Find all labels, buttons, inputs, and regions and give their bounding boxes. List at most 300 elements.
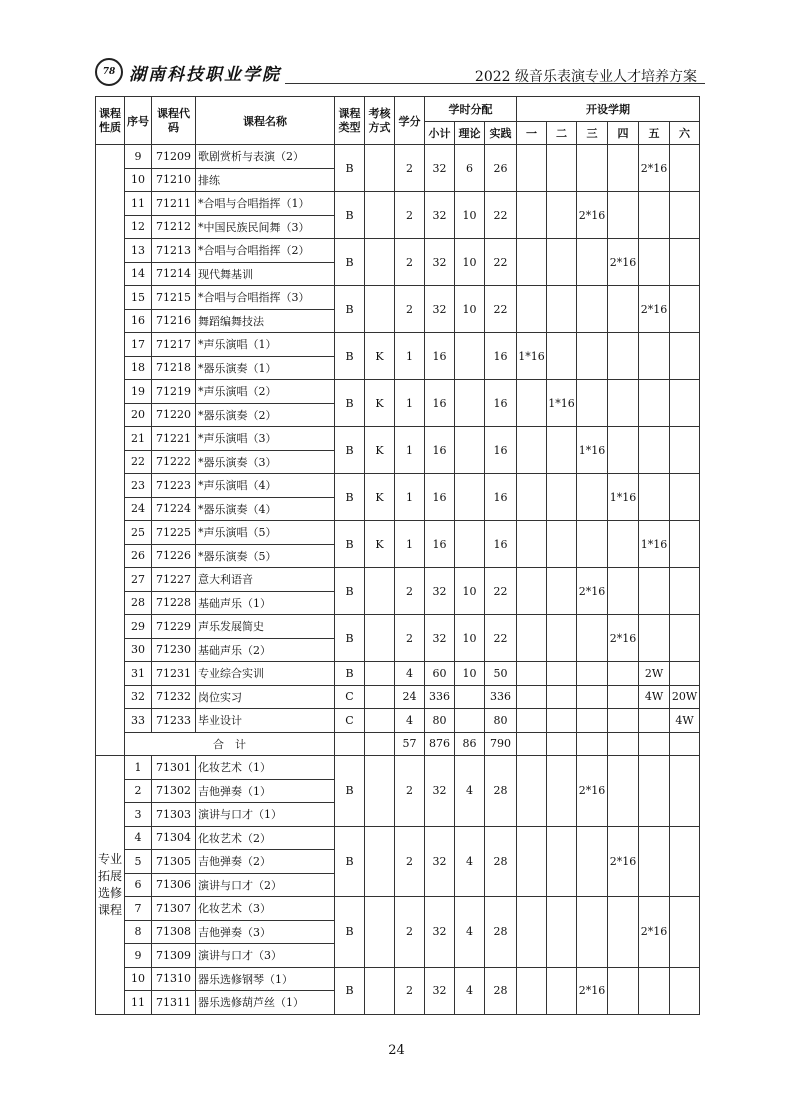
term-5-cell [639, 239, 670, 286]
term-4-cell [608, 521, 639, 568]
term-3-cell [577, 685, 608, 709]
term-6-cell [670, 615, 700, 662]
course-type: B [335, 615, 365, 662]
term-6-cell [670, 662, 700, 686]
course-code: 71230 [152, 638, 196, 662]
seq-cell: 8 [125, 920, 152, 944]
hours-total: 60 [425, 662, 455, 686]
hours-practice: 22 [485, 568, 517, 615]
term-1-cell [517, 967, 547, 1014]
empty-cell [577, 732, 608, 756]
term-1-cell [517, 685, 547, 709]
course-name: *器乐演奏（5） [196, 544, 335, 568]
hours-theory [455, 333, 485, 380]
assessment-method [365, 568, 395, 615]
header-hours-total: 小计 [425, 122, 455, 145]
header-term-6: 六 [670, 122, 700, 145]
hours-practice: 16 [485, 427, 517, 474]
course-code: 71225 [152, 521, 196, 545]
course-code: 71209 [152, 145, 196, 169]
assessment-method: K [365, 380, 395, 427]
course-code: 71227 [152, 568, 196, 592]
term-5-cell [639, 568, 670, 615]
seq-cell: 10 [125, 967, 152, 991]
header-term-2: 二 [547, 122, 577, 145]
course-type: B [335, 756, 365, 827]
course-code: 71220 [152, 403, 196, 427]
term-3-cell [577, 662, 608, 686]
seq-cell: 6 [125, 873, 152, 897]
term-5-cell [639, 756, 670, 827]
assessment-method: K [365, 333, 395, 380]
course-code: 71210 [152, 168, 196, 192]
term-6-cell [670, 380, 700, 427]
credit: 2 [395, 967, 425, 1014]
term-4-cell [608, 427, 639, 474]
table-row [96, 685, 700, 709]
term-4-cell [608, 380, 639, 427]
course-code: 71223 [152, 474, 196, 498]
empty-cell [670, 732, 700, 756]
hours-total: 16 [425, 474, 455, 521]
header-hours: 学时分配 [425, 97, 517, 122]
term-1-cell [517, 380, 547, 427]
seq-cell: 24 [125, 497, 152, 521]
subtotal-hours-total: 876 [425, 732, 455, 756]
term-1-cell [517, 239, 547, 286]
term-4-cell [608, 568, 639, 615]
course-code: 71216 [152, 309, 196, 333]
hours-practice: 22 [485, 192, 517, 239]
course-code: 71232 [152, 685, 196, 709]
assessment-method: K [365, 474, 395, 521]
course-name: 器乐选修葫芦丝（1） [196, 991, 335, 1015]
course-name: 化妆艺术（2） [196, 826, 335, 850]
term-4-cell: 2*16 [608, 615, 639, 662]
seq-cell: 13 [125, 239, 152, 263]
term-3-cell: 1*16 [577, 427, 608, 474]
empty-cell [517, 732, 547, 756]
header-term-4: 四 [608, 122, 639, 145]
seq-cell: 21 [125, 427, 152, 451]
hours-total: 32 [425, 239, 455, 286]
course-code: 71218 [152, 356, 196, 380]
course-type: B [335, 427, 365, 474]
course-code: 71233 [152, 709, 196, 733]
hours-theory: 10 [455, 662, 485, 686]
hours-theory: 4 [455, 756, 485, 827]
seq-cell: 32 [125, 685, 152, 709]
assessment-method [365, 615, 395, 662]
term-2-cell [547, 192, 577, 239]
term-1-cell [517, 568, 547, 615]
table-row [96, 615, 700, 639]
hours-total: 16 [425, 380, 455, 427]
term-4-cell [608, 709, 639, 733]
hours-practice: 22 [485, 615, 517, 662]
assessment-method [365, 709, 395, 733]
term-5-cell: 4W [639, 685, 670, 709]
credit: 2 [395, 239, 425, 286]
table-row [96, 897, 700, 921]
course-name: *器乐演奏（1） [196, 356, 335, 380]
assessment-method [365, 239, 395, 286]
assessment-method [365, 286, 395, 333]
term-5-cell [639, 427, 670, 474]
page-number: 24 [388, 1043, 405, 1058]
subtotal-label: 合 计 [125, 732, 335, 756]
term-4-cell [608, 897, 639, 968]
term-6-cell [670, 756, 700, 827]
course-name: *声乐演唱（1） [196, 333, 335, 357]
term-4-cell [608, 967, 639, 1014]
assessment-method [365, 967, 395, 1014]
assessment-method: K [365, 521, 395, 568]
course-code: 71231 [152, 662, 196, 686]
term-6-cell [670, 427, 700, 474]
table-row [96, 967, 700, 991]
term-1-cell [517, 662, 547, 686]
term-1-cell [517, 145, 547, 192]
table-row [96, 568, 700, 592]
credit: 1 [395, 474, 425, 521]
term-1-cell [517, 826, 547, 897]
hours-practice: 22 [485, 239, 517, 286]
term-2-cell [547, 756, 577, 827]
course-name: 现代舞基训 [196, 262, 335, 286]
term-6-cell: 20W [670, 685, 700, 709]
hours-practice: 28 [485, 897, 517, 968]
course-name: 化妆艺术（3） [196, 897, 335, 921]
header-seq: 序号 [125, 97, 152, 145]
term-5-cell: 2*16 [639, 286, 670, 333]
term-5-cell [639, 709, 670, 733]
course-code: 71310 [152, 967, 196, 991]
header-terms: 开设学期 [517, 97, 700, 122]
header-type: 课程类型 [335, 97, 365, 145]
course-code: 71226 [152, 544, 196, 568]
term-3-cell [577, 709, 608, 733]
credit: 2 [395, 897, 425, 968]
credit: 2 [395, 192, 425, 239]
term-2-cell [547, 239, 577, 286]
course-code: 71304 [152, 826, 196, 850]
seq-cell: 2 [125, 779, 152, 803]
term-1-cell [517, 615, 547, 662]
header-rule [285, 83, 705, 84]
term-2-cell [547, 685, 577, 709]
credit: 4 [395, 709, 425, 733]
hours-total: 32 [425, 568, 455, 615]
hours-total: 32 [425, 145, 455, 192]
course-name: *中国民族民间舞（3） [196, 215, 335, 239]
term-5-cell [639, 615, 670, 662]
seq-cell: 11 [125, 192, 152, 216]
hours-practice: 28 [485, 967, 517, 1014]
subtotal-credit: 57 [395, 732, 425, 756]
header-credit: 学分 [395, 97, 425, 145]
seq-cell: 5 [125, 850, 152, 874]
credit: 2 [395, 568, 425, 615]
course-type: B [335, 568, 365, 615]
term-6-cell [670, 826, 700, 897]
assessment-method [365, 897, 395, 968]
seq-cell: 9 [125, 145, 152, 169]
term-4-cell [608, 685, 639, 709]
term-3-cell: 2*16 [577, 756, 608, 827]
seq-cell: 20 [125, 403, 152, 427]
term-2-cell [547, 967, 577, 1014]
course-type: C [335, 685, 365, 709]
course-code: 71306 [152, 873, 196, 897]
hours-total: 336 [425, 685, 455, 709]
seq-cell: 1 [125, 756, 152, 780]
term-2-cell [547, 427, 577, 474]
term-2-cell [547, 897, 577, 968]
hours-total: 32 [425, 615, 455, 662]
term-4-cell: 1*16 [608, 474, 639, 521]
table-row [96, 333, 700, 357]
hours-total: 32 [425, 967, 455, 1014]
course-code: 71301 [152, 756, 196, 780]
term-6-cell: 4W [670, 709, 700, 733]
term-3-cell [577, 380, 608, 427]
course-name: 舞蹈编舞技法 [196, 309, 335, 333]
course-type: B [335, 521, 365, 568]
term-2-cell [547, 521, 577, 568]
term-4-cell [608, 192, 639, 239]
seq-cell: 4 [125, 826, 152, 850]
course-code: 71212 [152, 215, 196, 239]
empty-cell [335, 732, 365, 756]
course-code: 71215 [152, 286, 196, 310]
hours-theory [455, 474, 485, 521]
course-name: *声乐演唱（5） [196, 521, 335, 545]
term-2-cell [547, 568, 577, 615]
course-code: 71309 [152, 944, 196, 968]
empty-cell [639, 732, 670, 756]
seq-cell: 9 [125, 944, 152, 968]
course-type: B [335, 333, 365, 380]
seq-cell: 33 [125, 709, 152, 733]
hours-theory: 4 [455, 897, 485, 968]
course-name: *合唱与合唱指挥（2） [196, 239, 335, 263]
hours-theory: 10 [455, 239, 485, 286]
credit: 4 [395, 662, 425, 686]
table-row [96, 427, 700, 451]
hours-theory [455, 521, 485, 568]
category-cell [96, 145, 125, 756]
hours-theory: 6 [455, 145, 485, 192]
seq-cell: 19 [125, 380, 152, 404]
course-type: B [335, 897, 365, 968]
term-1-cell [517, 192, 547, 239]
course-name: 歌剧赏析与表演（2） [196, 145, 335, 169]
hours-theory: 4 [455, 967, 485, 1014]
term-2-cell [547, 286, 577, 333]
term-1-cell [517, 709, 547, 733]
table-row [96, 380, 700, 404]
subtotal-hours-practice: 790 [485, 732, 517, 756]
course-code: 71224 [152, 497, 196, 521]
table-row [96, 239, 700, 263]
course-name: 器乐选修钢琴（1） [196, 967, 335, 991]
category-cell: 专业拓展选修课程 [96, 756, 125, 1015]
term-3-cell [577, 239, 608, 286]
course-name: 演讲与口才（2） [196, 873, 335, 897]
assessment-method [365, 826, 395, 897]
term-2-cell [547, 709, 577, 733]
term-6-cell [670, 192, 700, 239]
hours-practice: 16 [485, 474, 517, 521]
credit: 1 [395, 333, 425, 380]
hours-total: 80 [425, 709, 455, 733]
term-6-cell [670, 474, 700, 521]
hours-practice: 16 [485, 521, 517, 568]
term-4-cell [608, 662, 639, 686]
hours-theory [455, 427, 485, 474]
hours-practice: 50 [485, 662, 517, 686]
hours-total: 32 [425, 826, 455, 897]
hours-total: 32 [425, 897, 455, 968]
table-row [96, 662, 700, 686]
term-6-cell [670, 897, 700, 968]
term-3-cell: 2*16 [577, 967, 608, 1014]
school-logo [95, 58, 281, 86]
seq-cell: 29 [125, 615, 152, 639]
header-assess: 考核方式 [365, 97, 395, 145]
course-code: 71308 [152, 920, 196, 944]
subtotal-row [96, 732, 700, 756]
course-type: B [335, 239, 365, 286]
seq-cell: 25 [125, 521, 152, 545]
course-plan-table [95, 96, 700, 1015]
course-type: B [335, 192, 365, 239]
course-name: 化妆艺术（1） [196, 756, 335, 780]
seq-cell: 30 [125, 638, 152, 662]
header-hours-theory: 理论 [455, 122, 485, 145]
seq-cell: 11 [125, 991, 152, 1015]
credit: 1 [395, 380, 425, 427]
seq-cell: 3 [125, 803, 152, 827]
term-4-cell: 2*16 [608, 826, 639, 897]
hours-practice: 28 [485, 756, 517, 827]
course-type: C [335, 709, 365, 733]
assessment-method [365, 685, 395, 709]
course-name: 吉他弹奏（2） [196, 850, 335, 874]
hours-practice: 16 [485, 380, 517, 427]
course-name: *器乐演奏（3） [196, 450, 335, 474]
seq-cell: 7 [125, 897, 152, 921]
term-3-cell [577, 333, 608, 380]
term-3-cell: 2*16 [577, 192, 608, 239]
term-6-cell [670, 568, 700, 615]
term-2-cell [547, 474, 577, 521]
hours-practice: 336 [485, 685, 517, 709]
term-3-cell [577, 615, 608, 662]
term-5-cell [639, 333, 670, 380]
course-name: *器乐演奏（2） [196, 403, 335, 427]
term-1-cell [517, 286, 547, 333]
course-code: 71219 [152, 380, 196, 404]
term-4-cell [608, 333, 639, 380]
subtotal-hours-theory: 86 [455, 732, 485, 756]
course-name: *合唱与合唱指挥（3） [196, 286, 335, 310]
course-code: 71307 [152, 897, 196, 921]
term-5-cell: 1*16 [639, 521, 670, 568]
page-header [95, 58, 705, 90]
course-type: B [335, 662, 365, 686]
course-code: 71221 [152, 427, 196, 451]
term-6-cell [670, 286, 700, 333]
term-3-cell [577, 521, 608, 568]
course-type: B [335, 474, 365, 521]
hours-total: 32 [425, 756, 455, 827]
term-1-cell [517, 756, 547, 827]
assessment-method [365, 662, 395, 686]
term-3-cell [577, 286, 608, 333]
course-type: B [335, 145, 365, 192]
course-name: 声乐发展简史 [196, 615, 335, 639]
course-type: B [335, 286, 365, 333]
header-code: 课程代码 [152, 97, 196, 145]
term-2-cell [547, 145, 577, 192]
term-2-cell: 1*16 [547, 380, 577, 427]
course-code: 71222 [152, 450, 196, 474]
seq-cell: 18 [125, 356, 152, 380]
course-name: *声乐演唱（4） [196, 474, 335, 498]
credit: 2 [395, 756, 425, 827]
term-3-cell [577, 474, 608, 521]
term-1-cell [517, 474, 547, 521]
course-name: *器乐演奏（4） [196, 497, 335, 521]
hours-total: 16 [425, 521, 455, 568]
table-row [96, 474, 700, 498]
seq-cell: 31 [125, 662, 152, 686]
document-title: 2022 级音乐表演专业人才培养方案 [474, 69, 697, 85]
term-3-cell: 2*16 [577, 568, 608, 615]
term-5-cell: 2*16 [639, 897, 670, 968]
hours-practice: 16 [485, 333, 517, 380]
seq-cell: 22 [125, 450, 152, 474]
credit: 1 [395, 427, 425, 474]
course-name: 专业综合实训 [196, 662, 335, 686]
course-name: *合唱与合唱指挥（1） [196, 192, 335, 216]
course-code: 71213 [152, 239, 196, 263]
course-name: 基础声乐（1） [196, 591, 335, 615]
course-name: 基础声乐（2） [196, 638, 335, 662]
term-1-cell [517, 427, 547, 474]
hours-theory: 10 [455, 192, 485, 239]
table-row [96, 709, 700, 733]
term-6-cell [670, 239, 700, 286]
school-seal-icon: 78 [95, 58, 123, 86]
term-1-cell [517, 897, 547, 968]
term-6-cell [670, 967, 700, 1014]
hours-total: 32 [425, 192, 455, 239]
term-6-cell [670, 333, 700, 380]
course-code: 71311 [152, 991, 196, 1015]
course-name: 演讲与口才（3） [196, 944, 335, 968]
table-row [96, 145, 700, 169]
term-4-cell [608, 756, 639, 827]
hours-practice: 26 [485, 145, 517, 192]
term-5-cell [639, 192, 670, 239]
credit: 2 [395, 286, 425, 333]
credit: 2 [395, 826, 425, 897]
assessment-method [365, 145, 395, 192]
school-name: 湖南科技职业学院 [129, 64, 281, 85]
